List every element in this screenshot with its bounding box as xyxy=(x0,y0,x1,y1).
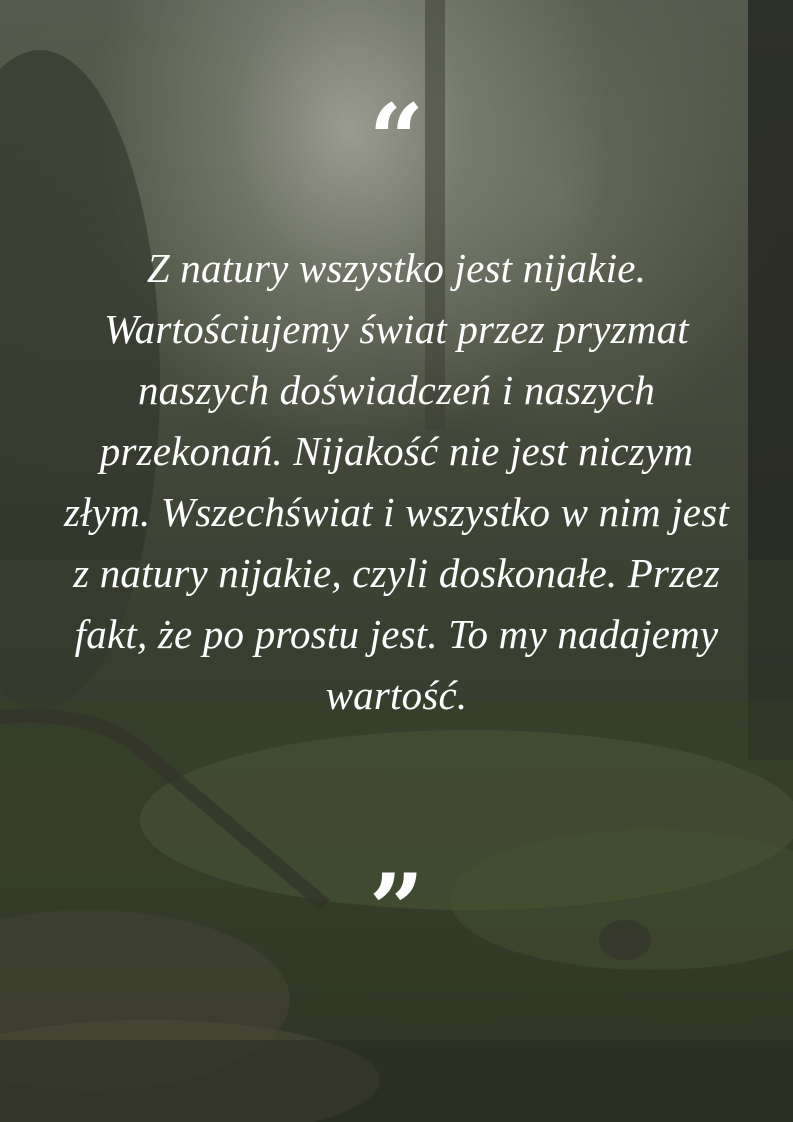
quote-text: Z natury wszystko jest nijakie. Wartościujemy świat przez pryzmat naszych doświadczeń i naszych przekonań. Nijakość nie jest niczym złym. Wszechświat i wszystko w nim jest z natury nijakie, czyli doskonałe. Przez fakt, że po prostu jest. To my nadajemy wartość. xyxy=(64,245,729,718)
open-quote-icon: “ xyxy=(368,92,425,162)
close-quote-icon: ” xyxy=(368,862,425,932)
